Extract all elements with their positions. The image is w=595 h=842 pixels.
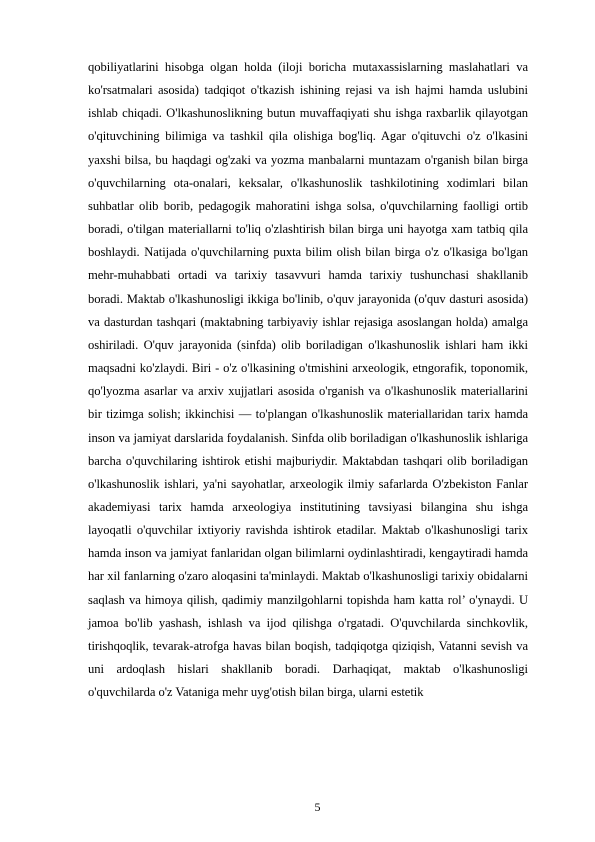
body-paragraph: qobiliyatlarini hisobga olgan holda (iloji boricha mutaxassislarning maslahatlari va ko'rsatmalari asosida) tadqiqot o'tkazish ishining rejasi va ish hajmi hamda uslubini ishlab chiqadi. O'lkashunoslikning butun muvaffaqiyati shu ishga raxbarlik qilayotgan o'qituvchining bilimiga va tashkil qila olishiga bog'liq. Agar o'qituvchi o'z o'lkasini yaxshi bilsa, bu haqdagi og'zaki va yozma manbalarni muntazam o'rganish bilan birga o'quvchilarning ota-onalari, keksalar, o'lkashunoslik tashkilotining xodimlari bilan suhbatlar olib borib, pedagogik mahoratini ishga solsa, o'quvchilarning faolligi ortib boradi, o'tilgan materiallarni to'liq o'zlashtirish bilan birga uni hayotga xam tatbiq qila boshlaydi. Natijada o'quvchilarning puxta bilim olish bilan birga o'z o'lkasiga bo'lgan mehr-muhabbati ortadi va tarixiy tasavvuri hamda tarixiy tushunchasi shakllanib boradi. Maktab o'lkashunosligi ikkiga bo'linib, o'quv jarayonida (o'quv dasturi asosida) va dasturdan tashqari (maktabning tarbiyaviy ishlar rejasiga asoslangan holda) amalga oshiriladi. O'quv jarayonida (sinfda) olib boriladigan o'lkashunoslik ishlari ham ikki maqsadni ko'zlaydi. Biri - o'z o'lkasining o'tmishini arxeologik, etngorafik, toponomik, qo'lyozma asarlar va arxiv xujjatlari asosida o'rganish va o'lkashunoslik materiallarini bir tizimga solish; ikkinchisi — to'plangan o'lkashunoslik materiallaridan tarix hamda inson va jamiyat darslarida foydalanish. Sinfda olib boriladigan o'lkashunoslik ishlariga barcha o'quvchilaring ishtirok etishi majburiydir. Maktabdan tashqari olib boriladigan o'lkashunoslik ishlari, ya'ni sayohatlar, arxeologik ilmiy safarlarda O'zbekiston Fanlar akademiyasi tarix hamda arxeologiya institutining tavsiyasi bilangina shu ishga layoqatli o'quvchilar ixtiyoriy ravishda ishtirok etadilar. Maktab o'lkashunosligi tarix hamda inson va jamiyat fanlaridan olgan bilimlarni oydinlashtiradi, kengaytiradi hamda har xil fanlarning o'zaro aloqasini ta'minlaydi. Maktab o'lkashunosligi tarixiy obidalarni saqlash va himoya qilish, qadimiy manzilgohlarni topishda ham katta rol’ o'ynaydi. U jamoa bo'lib yashash, ishlash va ijod qilishga o'rgatadi. O'quvchilarda sinchkovlik, tirishqoqlik, tevarak-atrofga havas bilan boqish, tadqiqotga qiziqish, Vatanni sevish va uni ardoqlash hislari shakllanib boradi. Darhaqiqat, maktab o'lkashunosligi o'quvchilarda o'z Vataniga mehr uyg'otish bilan birga, ularni estetik xyxy=(88,60,528,700)
page-number: 5 xyxy=(314,800,321,814)
